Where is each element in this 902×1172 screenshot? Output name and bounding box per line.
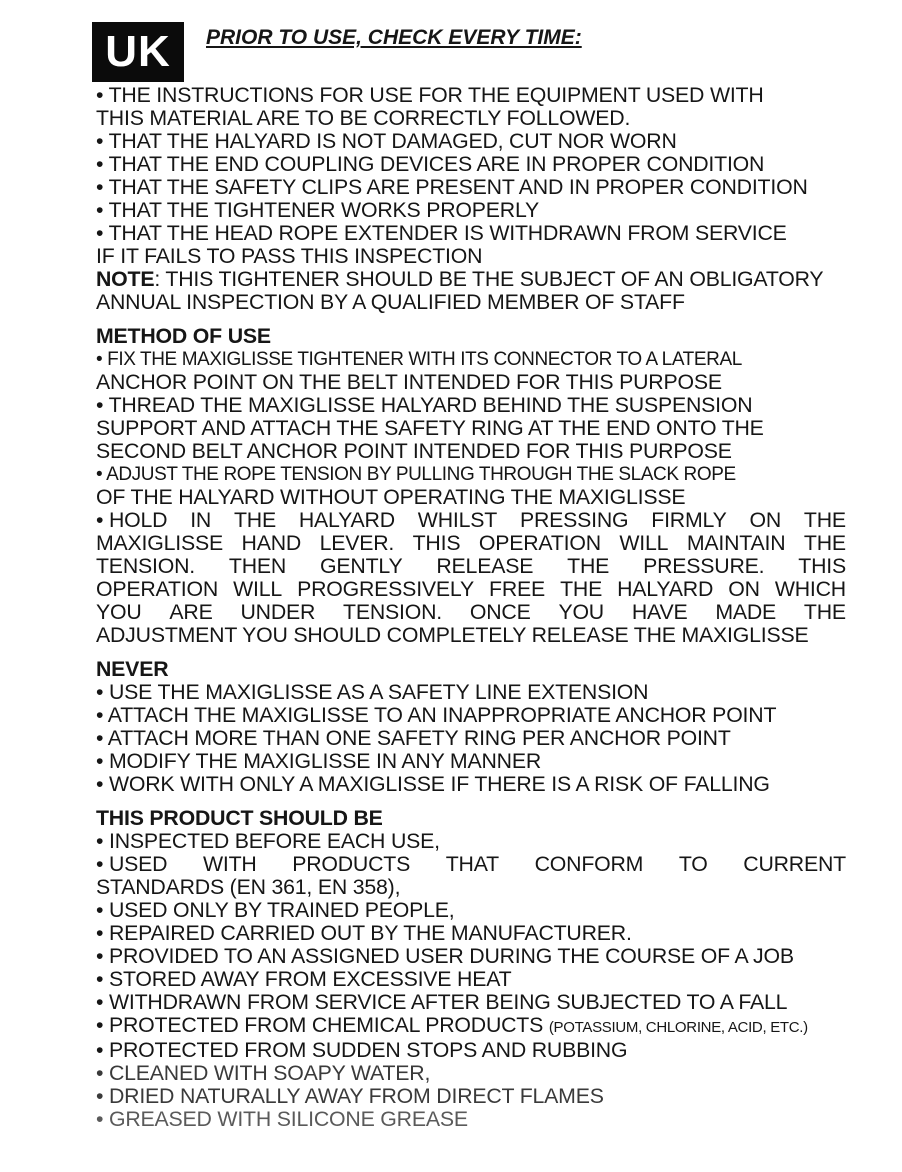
method-line-justified <box>96 532 846 555</box>
justified-word: ON <box>749 508 782 532</box>
justified-word: OPERATION <box>478 531 601 555</box>
justified-word: HAND <box>241 531 302 555</box>
instructions-body <box>96 84 846 1131</box>
justified-word: UNDER <box>240 600 316 624</box>
justified-word: OPERATION <box>96 577 219 601</box>
note-line <box>96 268 846 291</box>
justified-word: LEVER. <box>319 531 395 555</box>
method-line: • FIX THE MAXIGLISSE TIGHTENER WITH ITS CONNECTOR TO A LATERAL <box>96 349 742 370</box>
justified-word: PRESSURE. <box>643 554 765 578</box>
section-heading: METHOD OF USE <box>96 324 271 348</box>
method-line-justified <box>96 578 846 601</box>
page-title: PRIOR TO USE, CHECK EVERY TIME: <box>206 26 582 49</box>
justified-word: YOU <box>96 600 142 624</box>
never-section <box>96 658 846 796</box>
product-item: • GREASED WITH SILICONE GREASE <box>96 1107 468 1131</box>
justified-word: IN <box>190 508 212 532</box>
justified-word: THE <box>567 554 610 578</box>
justified-word: MADE <box>715 600 777 624</box>
justified-word: • USED <box>96 852 168 876</box>
method-line: SUPPORT AND ATTACH THE SAFETY RING AT THE END ONTO THE <box>96 416 764 440</box>
justified-word: FIRMLY <box>651 508 727 532</box>
justified-word: CONFORM <box>534 852 644 876</box>
justified-word: TENSION. <box>343 600 443 624</box>
product-item: • INSPECTED BEFORE EACH USE, <box>96 829 440 853</box>
pre-use-checks <box>96 84 846 314</box>
chemical-examples-note: (POTASSIUM, CHLORINE, ACID, ETC.) <box>548 1019 808 1036</box>
justified-word: FREE <box>489 577 546 601</box>
justified-word: MAXIGLISSE <box>96 531 224 555</box>
justified-word: RELEASE <box>436 554 534 578</box>
product-item: • WITHDRAWN FROM SERVICE AFTER BEING SUBJECTED TO A FALL <box>96 990 788 1014</box>
method-line: ADJUSTMENT YOU SHOULD COMPLETELY RELEASE THE MAXIGLISSE <box>96 623 809 647</box>
never-item: • MODIFY THE MAXIGLISSE IN ANY MANNER <box>96 749 542 773</box>
justified-word: THE <box>803 508 846 532</box>
note-label: NOTE <box>96 267 155 291</box>
uk-language-badge: UK <box>92 22 184 82</box>
justified-word: THAT <box>445 852 499 876</box>
justified-word: THIS <box>798 554 846 578</box>
method-line: SECOND BELT ANCHOR POINT INTENDED FOR THIS PURPOSE <box>96 439 732 463</box>
method-line: • THREAD THE MAXIGLISSE HALYARD BEHIND THE SUSPENSION <box>96 393 753 417</box>
check-line: IF IT FAILS TO PASS THIS INSPECTION <box>96 244 483 268</box>
justified-word: THIS <box>412 531 461 555</box>
method-line: • ADJUST THE ROPE TENSION BY PULLING THROUGH THE SLACK ROPE <box>96 464 736 485</box>
product-item: • CLEANED WITH SOAPY WATER, <box>96 1061 431 1085</box>
justified-word: GENTLY <box>320 554 403 578</box>
justified-word: TO <box>678 852 708 876</box>
justified-word: WHILST <box>417 508 498 532</box>
note-text: : THIS TIGHTENER SHOULD BE THE SUBJECT OF AN OBLIGATORY <box>154 267 824 291</box>
never-item: • USE THE MAXIGLISSE AS A SAFETY LINE EXTENSION <box>96 680 649 704</box>
product-item: • DRIED NATURALLY AWAY FROM DIRECT FLAMES <box>96 1084 604 1108</box>
never-item: • ATTACH THE MAXIGLISSE TO AN INAPPROPRIATE ANCHOR POINT <box>96 703 777 727</box>
check-line: THIS MATERIAL ARE TO BE CORRECTLY FOLLOWED. <box>96 106 631 130</box>
product-item: • PROTECTED FROM SUDDEN STOPS AND RUBBING <box>96 1038 628 1062</box>
product-item: • REPAIRED CARRIED OUT BY THE MANUFACTURER. <box>96 921 632 945</box>
justified-word: THEN <box>228 554 287 578</box>
justified-word: PROGRESSIVELY <box>297 577 474 601</box>
note-line-2: ANNUAL INSPECTION BY A QUALIFIED MEMBER OF STAFF <box>96 290 685 314</box>
never-item: • WORK WITH ONLY A MAXIGLISSE IF THERE IS A RISK OF FALLING <box>96 772 770 796</box>
section-heading: THIS PRODUCT SHOULD BE <box>96 806 383 830</box>
product-item: • PROVIDED TO AN ASSIGNED USER DURING THE COURSE OF A JOB <box>96 944 794 968</box>
check-line: • THE INSTRUCTIONS FOR USE FOR THE EQUIPMENT USED WITH <box>96 83 764 107</box>
product-section <box>96 807 846 1131</box>
product-item-chemical <box>96 1014 846 1039</box>
justified-word: YOU <box>558 600 604 624</box>
never-item: • ATTACH MORE THAN ONE SAFETY RING PER ANCHOR POINT <box>96 726 731 750</box>
justified-word: ARE <box>169 600 213 624</box>
justified-word: ON <box>728 577 760 601</box>
justified-word: HAVE <box>631 600 688 624</box>
check-line: • THAT THE END COUPLING DEVICES ARE IN PROPER CONDITION <box>96 152 765 176</box>
justified-word: THE <box>803 531 846 555</box>
product-item: • USED ONLY BY TRAINED PEOPLE, <box>96 898 455 922</box>
justified-word: WITH <box>202 852 257 876</box>
justified-word: CURRENT <box>743 852 846 876</box>
product-item-justified <box>96 853 846 876</box>
justified-word: WHICH <box>774 577 846 601</box>
justified-word: • HOLD <box>96 508 168 532</box>
justified-word: PRODUCTS <box>292 852 411 876</box>
check-line: • THAT THE SAFETY CLIPS ARE PRESENT AND IN PROPER CONDITION <box>96 175 808 199</box>
method-line-justified <box>96 555 846 578</box>
justified-word: THE <box>234 508 276 532</box>
method-line: ANCHOR POINT ON THE BELT INTENDED FOR THIS PURPOSE <box>96 370 722 394</box>
product-item: • PROTECTED FROM CHEMICAL PRODUCTS <box>96 1013 544 1037</box>
justified-word: PRESSING <box>519 508 629 532</box>
justified-word: WILL <box>619 531 669 555</box>
check-line: • THAT THE TIGHTENER WORKS PROPERLY <box>96 198 540 222</box>
method-line-justified <box>96 601 846 624</box>
check-line: • THAT THE HEAD ROPE EXTENDER IS WITHDRAWN FROM SERVICE <box>96 221 787 245</box>
method-of-use-section <box>96 325 846 647</box>
check-line: • THAT THE HALYARD IS NOT DAMAGED, CUT NOR WORN <box>96 129 677 153</box>
justified-word: THE <box>803 600 846 624</box>
justified-word: THE <box>560 577 603 601</box>
justified-word: TENSION. <box>96 554 195 578</box>
section-heading: NEVER <box>96 657 169 681</box>
justified-word: HALYARD <box>298 508 395 532</box>
justified-word: MAINTAIN <box>686 531 786 555</box>
justified-word: HALYARD <box>617 577 714 601</box>
method-line-justified <box>96 509 846 532</box>
product-item: STANDARDS (EN 361, EN 358), <box>96 875 401 899</box>
method-line: OF THE HALYARD WITHOUT OPERATING THE MAXIGLISSE <box>96 485 686 509</box>
product-item: • STORED AWAY FROM EXCESSIVE HEAT <box>96 967 512 991</box>
justified-word: ONCE <box>469 600 531 624</box>
justified-word: WILL <box>233 577 283 601</box>
